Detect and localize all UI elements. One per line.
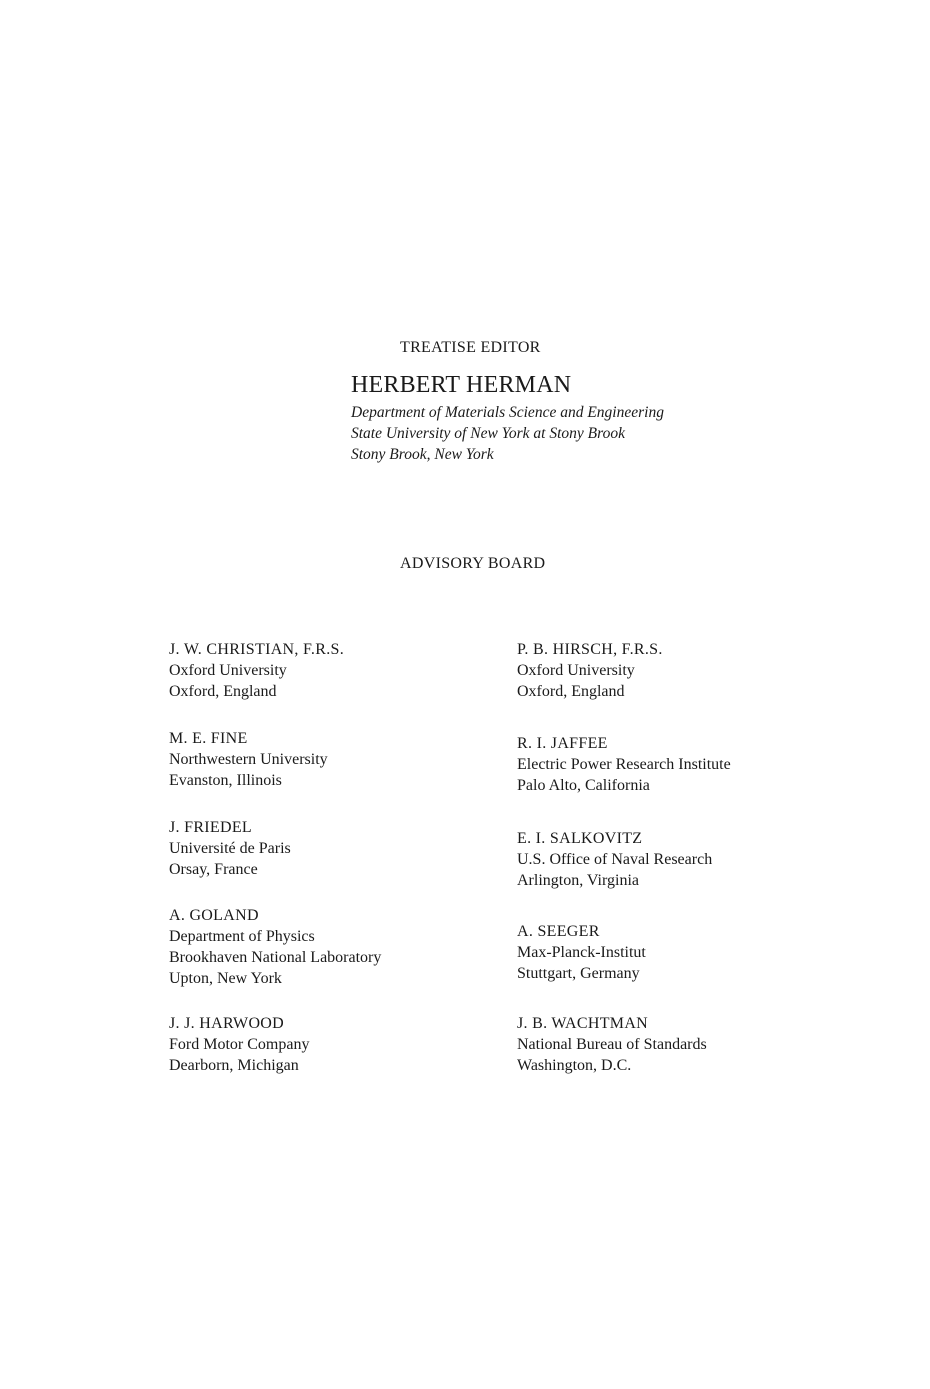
member-name: M. E. FINE: [169, 730, 248, 747]
member-name: A. GOLAND: [169, 907, 259, 924]
board-member: [169, 639, 344, 702]
member-affiliation: Université de Paris: [169, 840, 291, 857]
board-member: [517, 733, 731, 796]
member-name: J. FRIEDEL: [169, 819, 252, 836]
board-member: [517, 828, 712, 891]
member-affiliation: Brookhaven National Laboratory: [169, 949, 382, 966]
member-affiliation: Oxford University: [169, 662, 287, 679]
board-member: [517, 921, 646, 984]
member-location: Arlington, Virginia: [517, 872, 639, 889]
editor-name: HERBERT HERMAN: [351, 372, 572, 398]
board-member: [169, 817, 291, 880]
member-affiliation: Ford Motor Company: [169, 1036, 310, 1053]
member-name: P. B. HIRSCH, F.R.S.: [517, 641, 663, 658]
member-affiliation: Northwestern University: [169, 751, 328, 768]
member-affiliation: National Bureau of Standards: [517, 1036, 707, 1053]
member-location: Evanston, Illinois: [169, 772, 282, 789]
member-location: Oxford, England: [517, 683, 625, 700]
member-name: E. I. SALKOVITZ: [517, 830, 643, 847]
editor-affiliation-line: State University of New York at Stony Brook: [351, 425, 625, 442]
member-location: Orsay, France: [169, 861, 258, 878]
board-member: [517, 639, 663, 702]
member-location: Stuttgart, Germany: [517, 965, 640, 982]
member-name: R. I. JAFFEE: [517, 735, 608, 752]
board-member: [169, 728, 328, 791]
member-location: Oxford, England: [169, 683, 277, 700]
member-name: A. SEEGER: [517, 923, 600, 940]
board-member: [517, 1013, 707, 1076]
advisory-board-heading: ADVISORY BOARD: [400, 555, 546, 572]
editor-affiliation-line: Department of Materials Science and Engineering: [351, 404, 664, 421]
member-affiliation: Electric Power Research Institute: [517, 756, 731, 773]
treatise-editor-heading: TREATISE EDITOR: [400, 339, 541, 356]
member-location: Upton, New York: [169, 970, 282, 987]
member-location: Dearborn, Michigan: [169, 1057, 299, 1074]
member-name: J. W. CHRISTIAN, F.R.S.: [169, 641, 344, 658]
board-member: [169, 905, 381, 989]
board-member: [169, 1013, 309, 1076]
member-affiliation: Department of Physics: [169, 928, 315, 945]
member-location: Washington, D.C.: [517, 1057, 632, 1074]
editor-affiliation-line: Stony Brook, New York: [351, 446, 494, 463]
member-name: J. B. WACHTMAN: [517, 1015, 649, 1032]
member-affiliation: U.S. Office of Naval Research: [517, 851, 713, 868]
member-affiliation: Oxford University: [517, 662, 635, 679]
member-location: Palo Alto, California: [517, 777, 650, 794]
member-name: J. J. HARWOOD: [169, 1015, 285, 1032]
member-affiliation: Max-Planck-Institut: [517, 944, 646, 961]
